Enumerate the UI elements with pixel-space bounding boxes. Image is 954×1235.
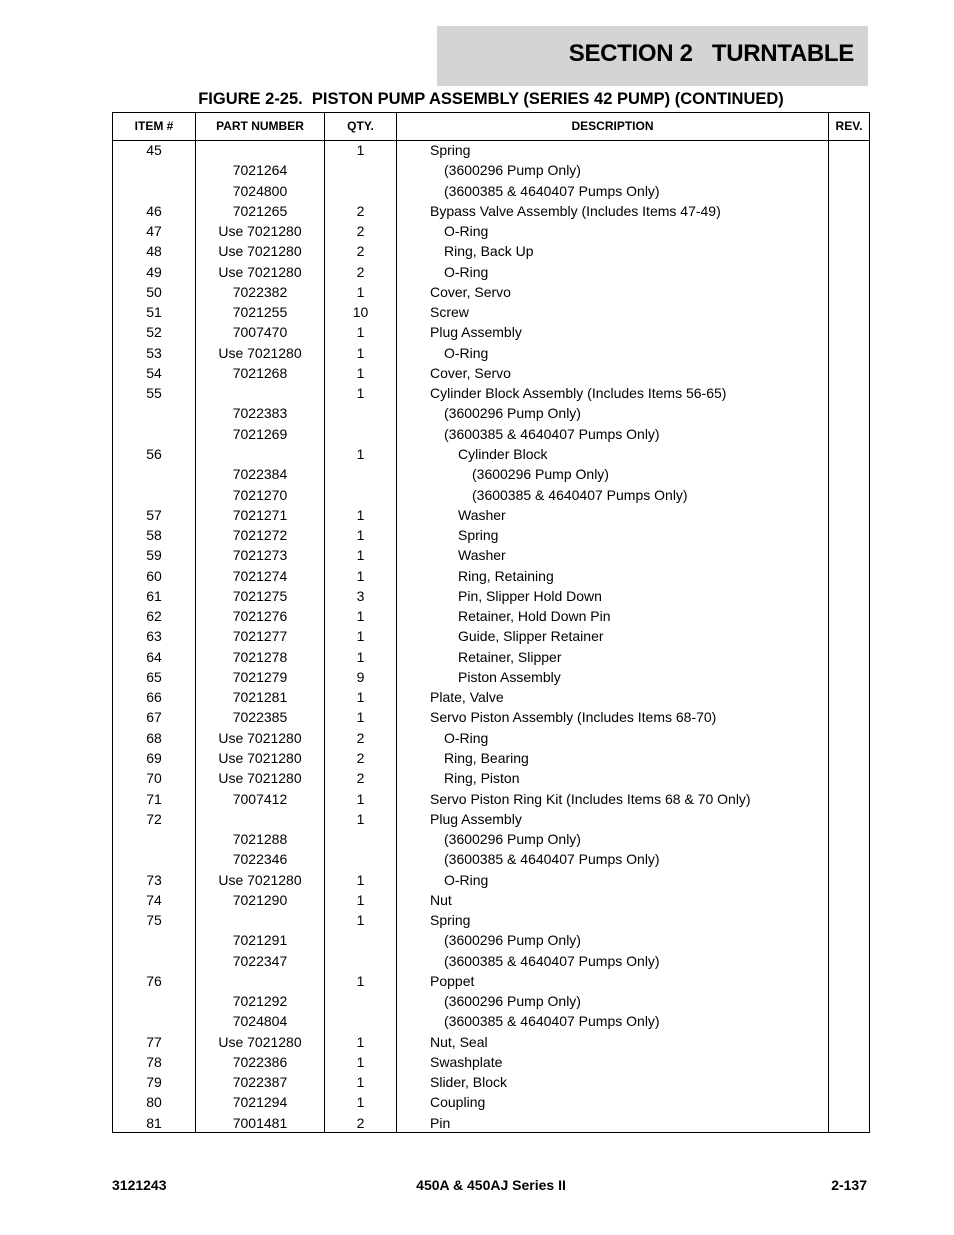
part-number: 7022383 bbox=[232, 405, 288, 422]
table-row bbox=[113, 870, 869, 890]
table-row bbox=[113, 1011, 869, 1031]
part-number: 7021268 bbox=[232, 364, 288, 381]
quantity: 1 bbox=[356, 628, 365, 645]
table-row bbox=[113, 1032, 869, 1052]
part-number: 7021273 bbox=[232, 547, 288, 564]
description: Spring bbox=[430, 912, 471, 929]
description: Screw bbox=[430, 304, 469, 321]
table-row bbox=[113, 160, 869, 180]
description: Servo Piston Ring Kit (Includes Items 68 & 70 Only) bbox=[430, 790, 751, 807]
table-row bbox=[113, 383, 869, 403]
table-row bbox=[113, 140, 869, 160]
item-number: 60 bbox=[146, 567, 162, 584]
quantity: 1 bbox=[356, 142, 365, 158]
quantity: 1 bbox=[356, 1094, 365, 1111]
part-number: 7022347 bbox=[232, 952, 288, 969]
part-number: Use 7021280 bbox=[218, 749, 302, 766]
description: Cover, Servo bbox=[430, 364, 511, 381]
description: (3600296 Pump Only) bbox=[444, 932, 581, 949]
part-number: 7024804 bbox=[232, 1013, 288, 1030]
part-number: 7022386 bbox=[232, 1053, 288, 1070]
description: Pin, Slipper Hold Down bbox=[458, 587, 602, 604]
item-number: 79 bbox=[146, 1074, 162, 1091]
description: (3600296 Pump Only) bbox=[444, 831, 581, 848]
footer-page-number: 2-137 bbox=[831, 1177, 867, 1193]
part-number: 7021281 bbox=[232, 689, 288, 706]
quantity: 1 bbox=[356, 547, 365, 564]
description: Ring, Piston bbox=[444, 770, 520, 787]
description: Cylinder Block Assembly (Includes Items 56-65) bbox=[430, 385, 727, 402]
quantity: 1 bbox=[356, 506, 365, 523]
part-number: 7021255 bbox=[232, 304, 288, 321]
part-number: 7021270 bbox=[232, 486, 288, 503]
footer-model: 450A & 450AJ Series II bbox=[416, 1177, 566, 1193]
description: Slider, Block bbox=[430, 1074, 508, 1091]
part-number: 7022384 bbox=[232, 466, 288, 483]
item-number: 67 bbox=[146, 709, 162, 726]
description: Plug Assembly bbox=[430, 810, 522, 827]
description: (3600296 Pump Only) bbox=[444, 993, 581, 1010]
table-row bbox=[113, 1113, 869, 1133]
item-number: 52 bbox=[146, 324, 162, 341]
table-row bbox=[113, 525, 869, 545]
item-number: 76 bbox=[146, 972, 162, 989]
table-row bbox=[113, 849, 869, 869]
part-number: 7021294 bbox=[232, 1094, 288, 1111]
part-number: 7022346 bbox=[232, 851, 288, 868]
item-number: 54 bbox=[146, 364, 162, 381]
part-number: 7022387 bbox=[232, 1074, 288, 1091]
quantity: 1 bbox=[356, 527, 365, 544]
quantity: 1 bbox=[356, 1053, 365, 1070]
description: Cover, Servo bbox=[430, 283, 511, 300]
quantity: 1 bbox=[356, 648, 365, 665]
item-number: 73 bbox=[146, 871, 162, 888]
item-number: 45 bbox=[146, 142, 162, 158]
item-number: 57 bbox=[146, 506, 162, 523]
quantity: 3 bbox=[356, 587, 365, 604]
description: O-Ring bbox=[444, 223, 489, 240]
part-number: 7021288 bbox=[232, 831, 288, 848]
part-number: 7022382 bbox=[232, 283, 288, 300]
quantity: 1 bbox=[356, 364, 365, 381]
description: Servo Piston Assembly (Includes Items 68-70) bbox=[430, 709, 717, 726]
description: Spring bbox=[430, 142, 471, 158]
item-number: 59 bbox=[146, 547, 162, 564]
description: (3600385 & 4640407 Pumps Only) bbox=[472, 486, 688, 503]
part-number: 7021274 bbox=[232, 567, 288, 584]
quantity: 2 bbox=[356, 1114, 365, 1131]
part-number: 7021290 bbox=[232, 891, 288, 908]
part-number: Use 7021280 bbox=[218, 729, 302, 746]
part-number: 7021279 bbox=[232, 668, 288, 685]
part-number: 7021278 bbox=[232, 648, 288, 665]
header-description: DESCRIPTION bbox=[571, 119, 654, 133]
description: Washer bbox=[458, 506, 506, 523]
table-row bbox=[113, 809, 869, 829]
item-number: 55 bbox=[146, 385, 162, 402]
table-row bbox=[113, 707, 869, 727]
table-row bbox=[113, 991, 869, 1011]
quantity: 9 bbox=[356, 668, 365, 685]
table-row bbox=[113, 201, 869, 221]
item-number: 78 bbox=[146, 1053, 162, 1070]
description: Retainer, Hold Down Pin bbox=[458, 608, 611, 625]
quantity: 1 bbox=[356, 810, 365, 827]
description: Piston Assembly bbox=[458, 668, 561, 685]
table-row bbox=[113, 890, 869, 910]
item-number: 74 bbox=[146, 891, 162, 908]
table-row bbox=[113, 302, 869, 322]
table-row bbox=[113, 768, 869, 788]
description: O-Ring bbox=[444, 729, 489, 746]
table-row bbox=[113, 1092, 869, 1112]
table-row bbox=[113, 363, 869, 383]
item-number: 47 bbox=[146, 223, 162, 240]
part-number: Use 7021280 bbox=[218, 263, 302, 280]
quantity: 2 bbox=[356, 202, 365, 219]
description: O-Ring bbox=[444, 344, 489, 361]
description: (3600385 & 4640407 Pumps Only) bbox=[444, 851, 660, 868]
description: (3600385 & 4640407 Pumps Only) bbox=[444, 1013, 660, 1030]
table-row bbox=[113, 971, 869, 991]
part-number: 7021265 bbox=[232, 202, 288, 219]
table-body bbox=[113, 140, 869, 1133]
quantity: 2 bbox=[356, 729, 365, 746]
table-row bbox=[113, 181, 869, 201]
description: Nut, Seal bbox=[430, 1033, 488, 1050]
table-row bbox=[113, 728, 869, 748]
table-row bbox=[113, 829, 869, 849]
description: Washer bbox=[458, 547, 506, 564]
quantity: 1 bbox=[356, 1074, 365, 1091]
part-number: 7021271 bbox=[232, 506, 288, 523]
item-number: 53 bbox=[146, 344, 162, 361]
description: Ring, Back Up bbox=[444, 243, 534, 260]
quantity: 10 bbox=[352, 304, 369, 321]
parts-table bbox=[112, 112, 870, 1133]
item-number: 65 bbox=[146, 668, 162, 685]
quantity: 1 bbox=[356, 385, 365, 402]
quantity: 1 bbox=[356, 344, 365, 361]
description: Pin bbox=[430, 1114, 451, 1131]
part-number: 7001481 bbox=[232, 1114, 288, 1131]
table-row bbox=[113, 241, 869, 261]
part-number: 7007470 bbox=[232, 324, 288, 341]
description: (3600385 & 4640407 Pumps Only) bbox=[444, 952, 660, 969]
table-row bbox=[113, 282, 869, 302]
table-row bbox=[113, 424, 869, 444]
quantity: 1 bbox=[356, 790, 365, 807]
item-number: 68 bbox=[146, 729, 162, 746]
table-row bbox=[113, 221, 869, 241]
part-number: 7021276 bbox=[232, 608, 288, 625]
item-number: 62 bbox=[146, 608, 162, 625]
item-number: 81 bbox=[146, 1114, 162, 1131]
section-header bbox=[437, 26, 868, 86]
quantity: 2 bbox=[356, 770, 365, 787]
description: O-Ring bbox=[444, 871, 489, 888]
table-row bbox=[113, 262, 869, 282]
item-number: 48 bbox=[146, 243, 162, 260]
item-number: 64 bbox=[146, 648, 162, 665]
table-row bbox=[113, 1052, 869, 1072]
quantity: 1 bbox=[356, 324, 365, 341]
section-title: SECTION 2 TURNTABLE bbox=[568, 40, 854, 67]
part-number: 7021291 bbox=[232, 932, 288, 949]
table-row bbox=[113, 930, 869, 950]
item-number: 46 bbox=[146, 202, 162, 219]
part-number: Use 7021280 bbox=[218, 243, 302, 260]
table-row bbox=[113, 343, 869, 363]
quantity: 1 bbox=[356, 1033, 365, 1050]
header-item: ITEM # bbox=[134, 119, 174, 133]
part-number: Use 7021280 bbox=[218, 770, 302, 787]
quantity: 1 bbox=[356, 689, 365, 706]
table-row bbox=[113, 1072, 869, 1092]
quantity: 2 bbox=[356, 243, 365, 260]
table-row bbox=[113, 403, 869, 423]
part-number: 7021275 bbox=[232, 587, 288, 604]
table-row bbox=[113, 626, 869, 646]
item-number: 50 bbox=[146, 283, 162, 300]
description: (3600385 & 4640407 Pumps Only) bbox=[444, 425, 660, 442]
quantity: 1 bbox=[356, 567, 365, 584]
item-number: 80 bbox=[146, 1094, 162, 1111]
quantity: 1 bbox=[356, 709, 365, 726]
table-row bbox=[113, 647, 869, 667]
figure-title: FIGURE 2-25. PISTON PUMP ASSEMBLY (SERIES 42 PUMP) (CONTINUED) bbox=[198, 90, 784, 108]
description: Plug Assembly bbox=[430, 324, 522, 341]
part-number: 7021264 bbox=[232, 162, 288, 179]
item-number: 77 bbox=[146, 1033, 162, 1050]
item-number: 66 bbox=[146, 689, 162, 706]
table-row bbox=[113, 464, 869, 484]
quantity: 1 bbox=[356, 445, 365, 462]
description: O-Ring bbox=[444, 263, 489, 280]
table-row bbox=[113, 687, 869, 707]
item-number: 70 bbox=[146, 770, 162, 787]
part-number: Use 7021280 bbox=[218, 1033, 302, 1050]
item-number: 56 bbox=[146, 445, 162, 462]
quantity: 1 bbox=[356, 891, 365, 908]
item-number: 69 bbox=[146, 749, 162, 766]
part-number: 7022385 bbox=[232, 709, 288, 726]
item-number: 71 bbox=[146, 790, 162, 807]
description: (3600296 Pump Only) bbox=[444, 162, 581, 179]
item-number: 75 bbox=[146, 912, 162, 929]
description: (3600296 Pump Only) bbox=[444, 405, 581, 422]
description: Coupling bbox=[430, 1094, 486, 1111]
table-row bbox=[113, 789, 869, 809]
footer-document-number: 3121243 bbox=[112, 1177, 167, 1193]
description: Ring, Bearing bbox=[444, 749, 529, 766]
table-row bbox=[113, 667, 869, 687]
description: Nut bbox=[430, 891, 452, 908]
table-row bbox=[113, 951, 869, 971]
quantity: 1 bbox=[356, 912, 365, 929]
description: Swashplate bbox=[430, 1053, 503, 1070]
item-number: 58 bbox=[146, 527, 162, 544]
table-row bbox=[113, 910, 869, 930]
table-row bbox=[113, 748, 869, 768]
part-number: 7024800 bbox=[232, 182, 288, 199]
table-row bbox=[113, 322, 869, 342]
description: (3600296 Pump Only) bbox=[472, 466, 609, 483]
quantity: 1 bbox=[356, 871, 365, 888]
table-row bbox=[113, 566, 869, 586]
part-number: 7007412 bbox=[232, 790, 288, 807]
quantity: 2 bbox=[356, 263, 365, 280]
description: (3600385 & 4640407 Pumps Only) bbox=[444, 182, 660, 199]
description: Poppet bbox=[430, 972, 475, 989]
item-number: 63 bbox=[146, 628, 162, 645]
header-part-number: PART NUMBER bbox=[216, 119, 304, 133]
part-number: 7021277 bbox=[232, 628, 288, 645]
header-qty: QTY. bbox=[347, 119, 374, 133]
quantity: 2 bbox=[356, 749, 365, 766]
part-number: 7021269 bbox=[232, 425, 288, 442]
description: Ring, Retaining bbox=[458, 567, 554, 584]
item-number: 49 bbox=[146, 263, 162, 280]
quantity: 1 bbox=[356, 608, 365, 625]
part-number: Use 7021280 bbox=[218, 344, 302, 361]
table-row bbox=[113, 505, 869, 525]
item-number: 72 bbox=[146, 810, 162, 827]
table-header bbox=[113, 113, 869, 141]
item-number: 51 bbox=[146, 304, 162, 321]
table-row bbox=[113, 545, 869, 565]
part-number: Use 7021280 bbox=[218, 223, 302, 240]
description: Retainer, Slipper bbox=[458, 648, 562, 665]
table-row bbox=[113, 485, 869, 505]
part-number: Use 7021280 bbox=[218, 871, 302, 888]
part-number: 7021292 bbox=[232, 993, 288, 1010]
table-row bbox=[113, 444, 869, 464]
description: Bypass Valve Assembly (Includes Items 47-49) bbox=[430, 202, 721, 219]
description: Spring bbox=[458, 527, 499, 544]
quantity: 1 bbox=[356, 283, 365, 300]
item-number: 61 bbox=[146, 587, 162, 604]
quantity: 2 bbox=[356, 223, 365, 240]
table-row bbox=[113, 586, 869, 606]
description: Plate, Valve bbox=[430, 689, 504, 706]
description: Cylinder Block bbox=[458, 445, 548, 462]
quantity: 1 bbox=[356, 972, 365, 989]
description: Guide, Slipper Retainer bbox=[458, 628, 604, 645]
part-number: 7021272 bbox=[232, 527, 288, 544]
header-rev: REV. bbox=[835, 119, 863, 133]
table-row bbox=[113, 606, 869, 626]
